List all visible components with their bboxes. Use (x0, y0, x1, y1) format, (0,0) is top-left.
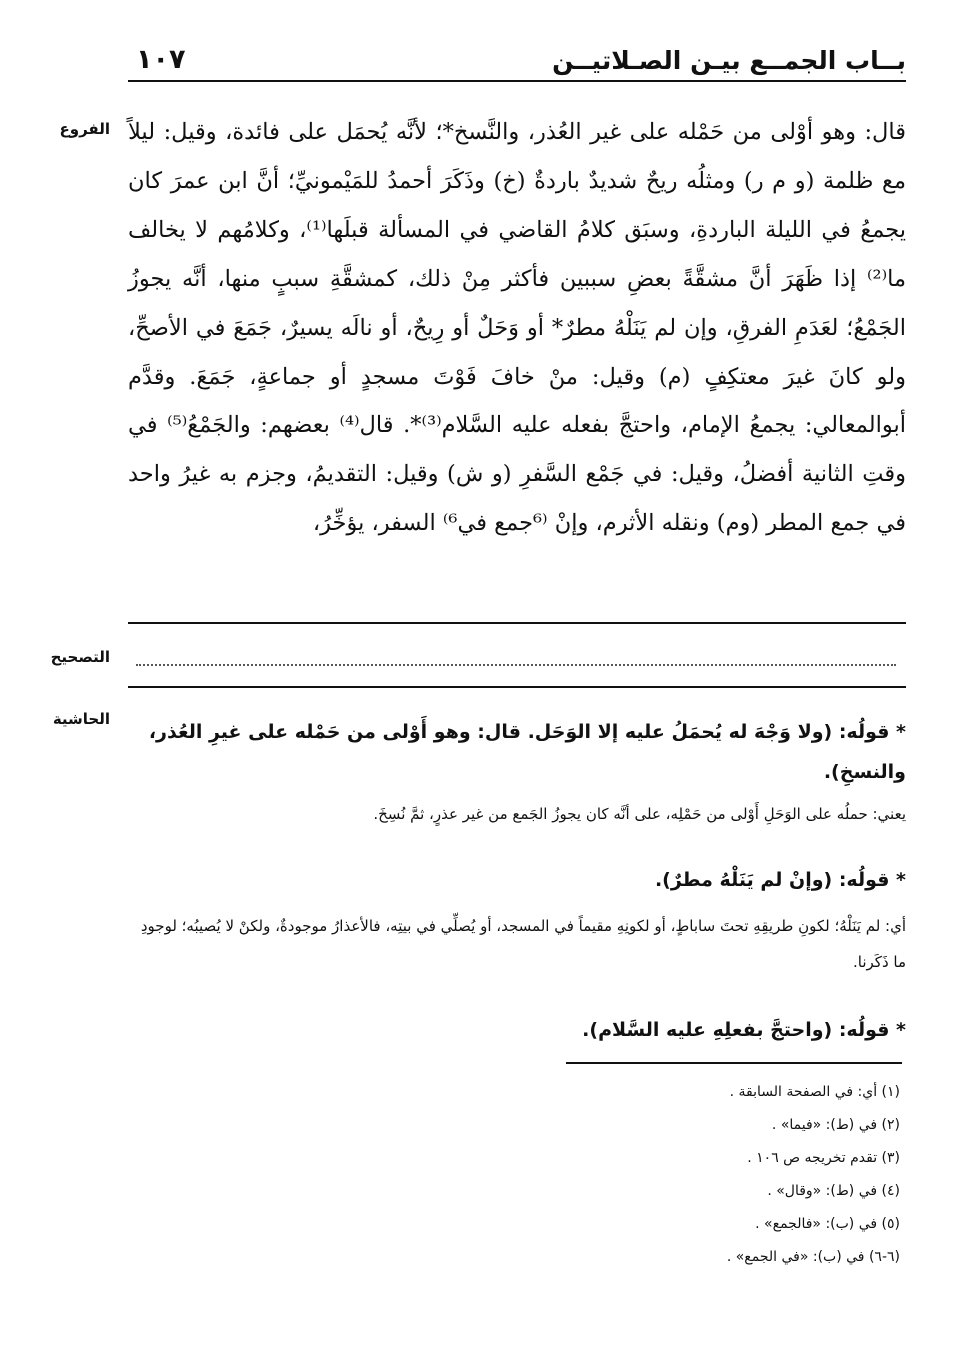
hashiya-entry-1 (128, 712, 906, 832)
side-label-furu: الفروع (59, 120, 110, 138)
footnotes (128, 1076, 900, 1274)
side-label-tashih: التصحيح (50, 648, 110, 666)
main-paragraph: قال: وهو أوْلى من حَمْله على غير العُذر، والنَّسخ*؛ لأنَّه يُحمَل على فائدة، وقيل: ليلاً مع ظلمة (و م ر) ومثلُه ريحٌ شديدٌ باردةٌ (خ) وذَكَرَ أحمدُ للمَيْمونيِّ؛ أنَّ ابن عمرَ كان يجمعُ في الليلة الباردةِ، وسبَق كلامُ القاضي في المسألة قبلَها⁽¹⁾، وكلامُهم لا يخالف ما⁽²⁾ إذا ظَهَرَ أنَّ مشقَّةً بعضِ سببين فأكثر مِنْ ذلك، كمشقَّةِ سببٍ منها، أنَّه يجوزُ الجَمْعُ؛ لعَدَمِ الفرقِ، وإن لم يَنَلْهُ مطرٌ* أو وَحَلٌ أو رِيحٌ، أو نالَه يسيرٌ، جَمَعَ في الأصحِّ، ولو كانَ غيرَ معتكِفٍ (م) وقيل: منْ خافَ فَوْتَ مسجدٍ أو جماعةٍ، جَمَعَ. وقدَّم أبوالمعالي: يجمعُ الإمام، واحتجَّ بفعله عليه السَّلام⁽³⁾*. قال⁽⁴⁾ بعضهم: والجَمْعُ⁽⁵⁾ في وقتِ الثانية أفضلُ، وقيل: في جَمْع السَّفرِ (و ش) وقيل: التقديمُ، وجزم به غيرُ واحد في جمع المطر (وم) ونقله الأثرم، وإنْ ⁽⁶جمع في⁶⁾ السفر، يؤخِّرُ، (128, 119, 907, 537)
main-text (128, 108, 906, 548)
hashiya-quote: * قولُه: (ولا وَجْهَ له يُحمَلُ عليه إلا الوَحَل. قال: وهو أَوْلى من حَمْله على غيرِ العُذر، والنسخِ). (148, 721, 906, 783)
footnote-divider (566, 1062, 902, 1064)
page-number: ١٠٧ (136, 44, 186, 75)
footnote: (٦-٦) في (ب): «في الجمع» . (726, 1249, 900, 1265)
hashiya-entry-2 (128, 860, 906, 980)
side-label-hashiya: الحاشية (52, 710, 110, 728)
divider-bottom (128, 686, 906, 688)
hashiya-explanation: أي: لم يَنَلْهُ؛ لكونِ طريقِهِ تحتَ ساباطٍ، أو لكونِهِ مقيماً في المسجد، أو يُصلِّي في بيتِه، فالأعذارُ موجودةٌ، ولكنْ لا يُصيبُه؛ لوجودِ ما ذَكَرنا. (140, 917, 906, 971)
hashiya-quote: * قولُه: (واحتجَّ بفعلِهِ عليه السَّلام). (582, 1019, 906, 1041)
footnote: (٥) في (ب): «فالجمع» . (755, 1216, 900, 1232)
chapter-title: بــاب الجمــع بيـن الصـلاتيــن (552, 46, 906, 75)
footnote: (١) أي: في الصفحة السابقة . (729, 1084, 900, 1100)
hashiya-quote: * قولُه: (وإنْ لم يَنَلْهُ مطرٌ). (654, 869, 906, 891)
footnote: (٣) تقدم تخريجه ص ١٠٦ . (747, 1150, 900, 1166)
tashih-dotted-line (136, 664, 896, 666)
footnote: (٤) في (ط): «وقال» . (767, 1183, 900, 1199)
divider-top (128, 622, 906, 624)
footnote: (٢) في (ط): «فيما» . (771, 1117, 900, 1133)
page-header (128, 40, 906, 82)
hashiya-explanation: يعني: حملُه على الوَحَلِ أَوْلى من حَمْلِه، على أنَّه كان يجوزُ الجَمع من غير عذرٍ، ثمَّ نُسِخَ. (373, 805, 906, 823)
hashiya-entry-3 (128, 1010, 906, 1050)
